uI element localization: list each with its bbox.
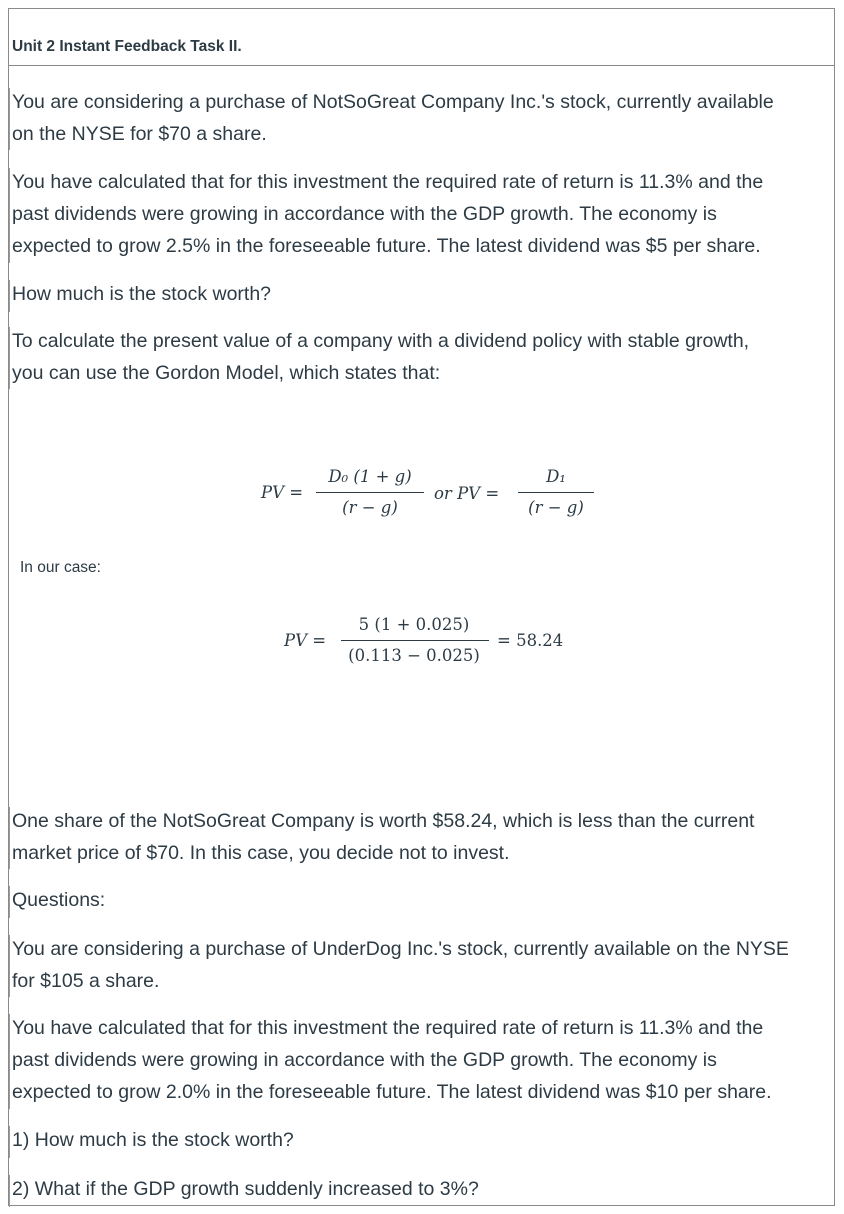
question-1	[12, 1124, 294, 1156]
formula-numerator-1: D₀ (1 + g)	[328, 467, 412, 486]
text-line: on the NYSE for $70 a share.	[12, 123, 267, 145]
text-line: How much is the stock worth?	[12, 283, 272, 305]
in-our-case-label: In our case:	[20, 559, 101, 576]
text-line: You are considering a purchase of UnderDog Inc.'s stock, currently available on the NYSE	[12, 938, 789, 960]
title-bar	[9, 9, 834, 66]
paragraph-bar	[9, 1175, 10, 1207]
formula-denominator-2: (r − g)	[528, 498, 584, 517]
text-line: To calculate the present value of a company with a dividend policy with stable growth,	[12, 330, 750, 352]
text-line: expected to grow 2.5% in the foreseeable future. The latest dividend was $5 per share.	[12, 235, 761, 257]
text-line: You have calculated that for this investment the required rate of return is 11.3% and the	[12, 1017, 764, 1039]
formula-or-label: or PV =	[434, 484, 500, 503]
question-2	[12, 1173, 479, 1205]
calc-denominator: (0.113 − 0.025)	[348, 646, 480, 665]
text-line: 1) How much is the stock worth?	[12, 1129, 294, 1151]
paragraph-bar	[9, 886, 10, 918]
paragraph-bar	[9, 935, 10, 997]
paragraph-bar	[9, 168, 10, 263]
paragraph-bar	[9, 280, 10, 312]
text-line: past dividends were growing in accordance with the GDP growth. The economy is	[12, 1049, 717, 1071]
question-paragraph-2	[12, 1012, 772, 1108]
text-line: 2) What if the GDP growth suddenly increased to 3%?	[12, 1178, 479, 1200]
calc-numerator: 5 (1 + 0.025)	[358, 615, 470, 634]
paragraph-bar	[9, 1126, 10, 1158]
text-line: past dividends were growing in accordance with the GDP growth. The economy is	[12, 203, 717, 225]
text-line: You are considering a purchase of NotSoGreat Company Inc.'s stock, currently available	[12, 91, 774, 113]
formula-pv-label: PV =	[261, 483, 304, 502]
calc-result: = 58.24	[497, 631, 564, 650]
conclusion-paragraph	[12, 805, 754, 869]
paragraph-bar	[9, 1014, 10, 1109]
questions-label	[12, 884, 105, 916]
intro-paragraph-4	[12, 325, 749, 389]
formula-denominator-1: (r − g)	[342, 498, 398, 517]
paragraph-bar	[9, 327, 10, 389]
paragraph-bar	[9, 88, 10, 150]
formula-numerator-2: D₁	[546, 467, 566, 486]
text-line: You have calculated that for this investment the required rate of return is 11.3% and the	[12, 171, 764, 193]
calc-pv-label: PV =	[284, 631, 327, 650]
text-line: you can use the Gordon Model, which states that:	[12, 362, 441, 384]
intro-paragraph-1	[12, 86, 774, 150]
text-line: market price of $70. In this case, you decide not to invest.	[12, 842, 510, 864]
task-title: Unit 2 Instant Feedback Task II.	[12, 38, 242, 55]
text-line: for $105 a share.	[12, 970, 160, 992]
text-line: expected to grow 2.0% in the foreseeable future. The latest dividend was $10 per share.	[12, 1081, 772, 1103]
text-line: One share of the NotSoGreat Company is worth $58.24, which is less than the current	[12, 810, 755, 832]
task-card	[8, 8, 835, 1206]
intro-paragraph-2	[12, 166, 763, 262]
fraction-line	[341, 640, 489, 641]
paragraph-bar	[9, 807, 10, 869]
text-line: Questions:	[12, 889, 106, 911]
question-paragraph-1	[12, 933, 789, 997]
fraction-line	[316, 492, 424, 493]
fraction-line	[518, 492, 594, 493]
intro-question	[12, 278, 271, 310]
